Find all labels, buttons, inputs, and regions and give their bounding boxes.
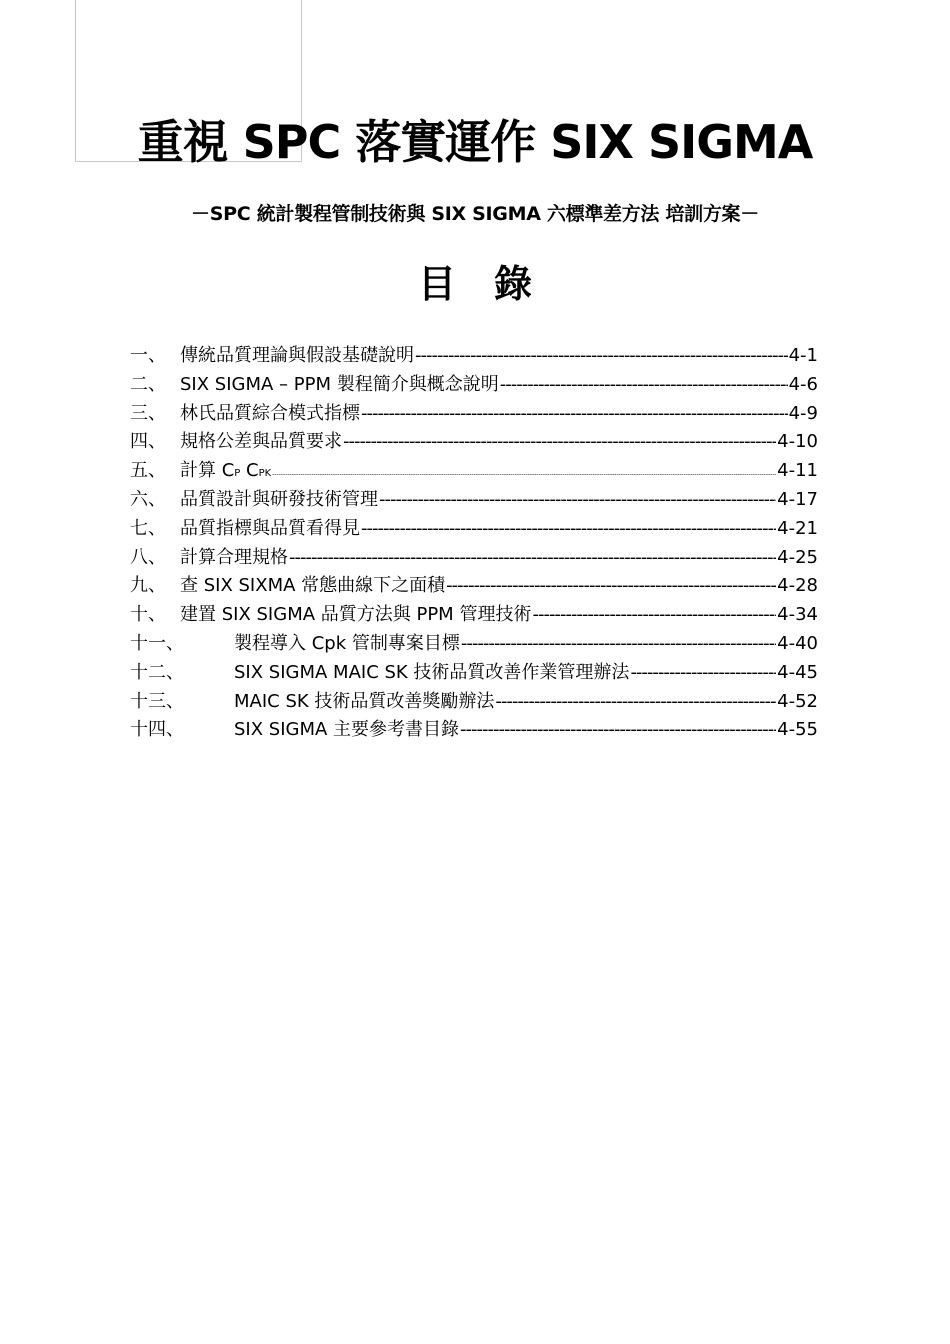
toc-dot-leader: [630, 659, 776, 688]
toc-entry-number: 十一、: [130, 632, 184, 654]
toc-entry[interactable]: [130, 630, 818, 659]
toc-entry-page: 4-6: [788, 373, 818, 395]
toc-dot-leader: [461, 630, 776, 659]
toc-dot-leader: [272, 461, 776, 486]
toc-heading-char-2: 錄: [494, 262, 533, 306]
document-title: 重視 SPC 落實運作 SIX SIGMA: [137, 115, 813, 169]
toc-dot-leader: [289, 544, 776, 573]
toc-entry-page: 4-11: [777, 460, 818, 482]
toc-heading: [0, 258, 950, 310]
subscript-pk: PK: [258, 468, 272, 480]
toc-dot-leader: [361, 515, 776, 544]
toc-entry-page: 4-55: [777, 719, 818, 741]
toc-entry[interactable]: [130, 688, 818, 717]
toc-entry-number: 九、: [130, 575, 166, 597]
toc-entry[interactable]: [130, 716, 818, 745]
toc-entry-number: 七、: [130, 517, 166, 539]
toc-entry-title-part: 計算 C: [180, 460, 235, 482]
toc-entry-title: 傳統品質理論與假設基礎說明: [180, 345, 414, 366]
toc-entry-title: SIX SIGMA 主要參考書目錄: [234, 719, 460, 741]
toc-entry[interactable]: [130, 515, 818, 544]
toc-heading-char-1: 目: [417, 262, 456, 306]
toc-entry-number: 四、: [130, 431, 166, 453]
toc-entry-number: 十三、: [130, 690, 184, 712]
toc-entry-title: [180, 457, 271, 486]
toc-entry[interactable]: [130, 400, 818, 429]
toc-entry-page: 4-17: [777, 488, 818, 510]
toc-entry-page: 4-45: [777, 661, 818, 683]
toc-entry[interactable]: [130, 428, 818, 457]
toc-entry[interactable]: [130, 544, 818, 573]
toc-entry-page: 4-40: [777, 632, 818, 654]
toc-entry-number: 八、: [130, 546, 166, 568]
toc-entry[interactable]: [130, 486, 818, 515]
toc-entry-title: SIX SIGMA – PPM 製程簡介與概念說明: [180, 373, 499, 395]
toc-entry-page: 4-21: [777, 517, 818, 539]
toc-entry-page: 4-52: [777, 690, 818, 712]
toc-entry-number: 一、: [130, 345, 166, 366]
toc-entry-title: 規格公差與品質要求: [180, 431, 342, 453]
toc-entry[interactable]: [130, 601, 818, 630]
toc-dot-leader: [361, 400, 788, 429]
toc-dot-leader: [460, 716, 776, 745]
toc-entry-title: 製程導入 Cpk 管制專案目標: [234, 632, 460, 654]
toc-dot-leader: [415, 342, 788, 371]
toc-dot-leader: [495, 688, 776, 717]
document-subtitle: －SPC 統計製程管制技術與 SIX SIGMA 六標準差方法 培訓方案－: [191, 203, 759, 225]
toc-entry[interactable]: [130, 659, 818, 688]
toc-entry-title: 品質指標與品質看得見: [180, 517, 360, 539]
toc-entry-number: 十四、: [130, 719, 184, 741]
toc-dot-leader: [446, 572, 776, 601]
subscript-p: P: [234, 468, 241, 480]
toc-entry-page: 4-28: [777, 575, 818, 597]
toc-entry-number: 三、: [130, 402, 166, 424]
toc-dot-leader: [532, 601, 776, 630]
toc-entry-title: 品質設計與研發技術管理: [180, 488, 378, 510]
toc-entry-number: 五、: [130, 460, 166, 482]
toc-entry-title: MAIC SK 技術品質改善獎勵辦法: [234, 690, 495, 712]
toc-entry[interactable]: [130, 457, 818, 486]
toc-entry-number: 六、: [130, 488, 166, 510]
toc-entry[interactable]: [130, 342, 818, 371]
table-of-contents: [130, 342, 818, 745]
toc-entry-title: SIX SIGMA MAIC SK 技術品質改善作業管理辦法: [234, 661, 630, 683]
toc-entry-page: 4-10: [777, 431, 818, 453]
toc-dot-leader: [343, 428, 776, 457]
toc-dot-leader: [379, 486, 776, 515]
toc-entry-title: 建置 SIX SIGMA 品質方法與 PPM 管理技術: [180, 604, 532, 626]
toc-entry-page: 4-25: [777, 546, 818, 568]
toc-entry-page: 4-9: [788, 402, 818, 424]
toc-dot-leader: [500, 371, 788, 400]
toc-entry-number: 十、: [130, 604, 166, 626]
toc-entry-page: 4-34: [777, 604, 818, 626]
toc-entry-title: 查 SIX SIXMA 常態曲線下之面積: [180, 575, 446, 597]
toc-entry-number: 十二、: [130, 661, 184, 683]
toc-entry-title-part: C: [240, 460, 259, 482]
toc-entry-page: 4-1: [788, 345, 818, 366]
toc-entry-title: 計算合理規格: [180, 546, 288, 568]
toc-entry-number: 二、: [130, 373, 166, 395]
toc-entry[interactable]: [130, 371, 818, 400]
toc-entry-title: 林氏品質綜合模式指標: [180, 402, 360, 424]
toc-entry[interactable]: [130, 572, 818, 601]
